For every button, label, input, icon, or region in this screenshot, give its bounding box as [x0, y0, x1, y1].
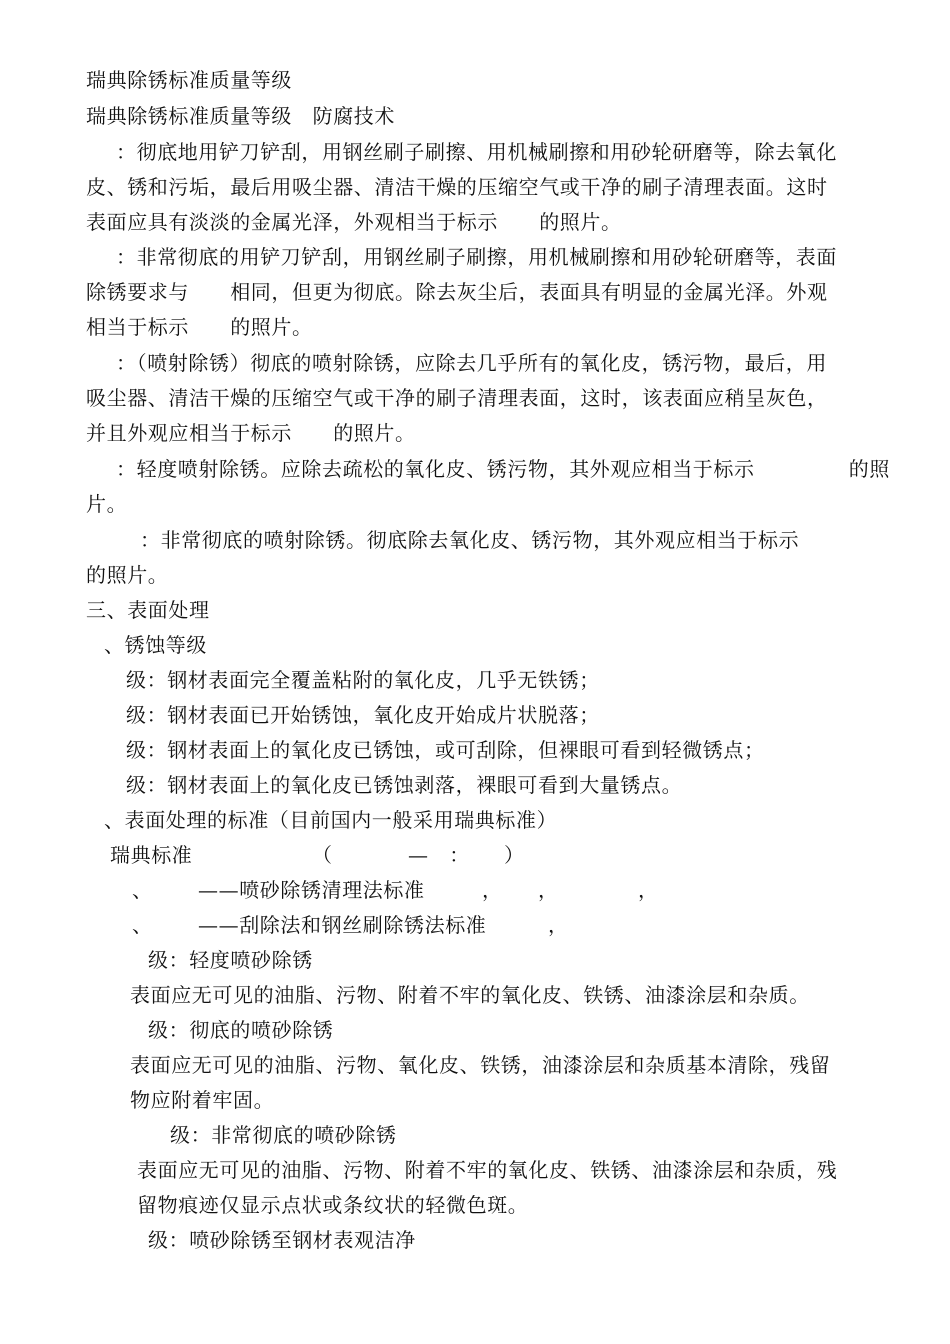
grade-b-description-line-2: 物应附着牢固。	[130, 1088, 275, 1112]
para-4-line-1-end: 的照	[848, 457, 890, 481]
rust-grade-item: 级：钢材表面上的氧化皮已锈蚀，或可刮除，但裸眼可看到轻微锈点；	[126, 738, 765, 762]
section-heading: 三、表面处理	[86, 598, 210, 622]
standard-item-2-comma: ，	[548, 913, 569, 937]
swedish-standard-code: — ：	[408, 843, 470, 867]
para-4-line-2: 片。	[86, 492, 128, 516]
standard-heading: 、表面处理的标准（目前国内一般采用瑞典标准）	[104, 808, 558, 832]
para-2-line-3: 相当于标示 的照片。	[86, 315, 313, 339]
standard-item-2-text: ——刮除法和钢丝刷除锈法标准	[198, 913, 487, 937]
standard-item-1-prefix: 、	[132, 878, 153, 902]
para-5-line-1: ：非常彻底的喷射除锈。彻底除去氧化皮、锈污物，其外观应相当于标示	[140, 528, 800, 552]
para-1-line-1: ：彻底地用铲刀铲刮，用钢丝刷子刷擦、用机械刷擦和用砂轮研磨等，除去氧化	[116, 140, 837, 164]
para-3-line-1: ：（喷射除锈）彻底的喷射除锈，应除去几乎所有的氧化皮，锈污物，最后，用	[116, 351, 827, 375]
para-4-line-1-main: ：轻度喷射除锈。应除去疏松的氧化皮、锈污物，其外观应相当于标示	[116, 457, 755, 481]
grade-b-title: 级：彻底的喷砂除锈	[148, 1018, 334, 1042]
rust-grade-heading: 、锈蚀等级	[104, 633, 207, 657]
para-2-line-2: 除锈要求与 相同，但更为彻底。除去灰尘后，表面具有明显的金属光泽。外观	[86, 280, 828, 304]
standard-item-2-prefix: 、	[132, 913, 153, 937]
para-4-line-1	[116, 457, 890, 481]
grade-a-description: 表面应无可见的油脂、污物、附着不牢的氧化皮、铁锈、油漆涂层和杂质。	[130, 983, 810, 1007]
standard-item-1-comma: ，	[482, 878, 503, 902]
para-5-line-2: 的照片。	[86, 563, 169, 587]
rust-grade-item: 级：钢材表面已开始锈蚀，氧化皮开始成片状脱落；	[126, 703, 600, 727]
grade-c-description-line-1: 表面应无可见的油脂、污物、附着不牢的氧化皮、铁锈、油漆涂层和杂质，残	[137, 1158, 838, 1182]
para-1-line-3: 表面应具有淡淡的金属光泽，外观相当于标示 的照片。	[86, 210, 622, 234]
para-3-line-3: 并且外观应相当于标示 的照片。	[86, 421, 416, 445]
rust-grade-item: 级：钢材表面完全覆盖粘附的氧化皮，几乎无铁锈；	[126, 668, 600, 692]
doc-title: 瑞典除锈标准质量等级	[86, 68, 292, 92]
standard-item-1-comma: ，	[538, 878, 559, 902]
doc-subtitle: 瑞典除锈标准质量等级 防腐技术	[86, 104, 395, 128]
grade-b-description-line-1: 表面应无可见的油脂、污物、氧化皮、铁锈，油漆涂层和杂质基本清除，残留	[130, 1053, 831, 1077]
para-2-line-1: ：非常彻底的用铲刀铲刮，用钢丝刷子刷擦，用机械刷擦和用砂轮研磨等，表面	[116, 245, 837, 269]
grade-c-title: 级：非常彻底的喷砂除锈	[170, 1123, 397, 1147]
standard-item-1-text: ——喷砂除锈清理法标准	[198, 878, 425, 902]
grade-c-description-line-2: 留物痕迹仅显示点状或条纹状的轻微色斑。	[137, 1193, 529, 1217]
swedish-standard-close-paren: ）	[504, 843, 525, 867]
grade-d-title: 级：喷砂除锈至钢材表观洁净	[148, 1228, 416, 1252]
standard-item-1-comma: ，	[638, 878, 659, 902]
swedish-standard-label: 瑞典标准	[110, 843, 193, 867]
rust-grade-item: 级：钢材表面上的氧化皮已锈蚀剥落，裸眼可看到大量锈点。	[126, 773, 683, 797]
para-1-line-2: 皮、锈和污垢，最后用吸尘器、清洁干燥的压缩空气或干净的刷子清理表面。这时	[86, 175, 828, 199]
grade-a-title: 级：轻度喷砂除锈	[148, 948, 313, 972]
swedish-standard-open-paren: （	[312, 843, 333, 867]
para-3-line-2: 吸尘器、清洁干燥的压缩空气或干净的刷子清理表面，这时，该表面应稍呈灰色，	[86, 386, 828, 410]
